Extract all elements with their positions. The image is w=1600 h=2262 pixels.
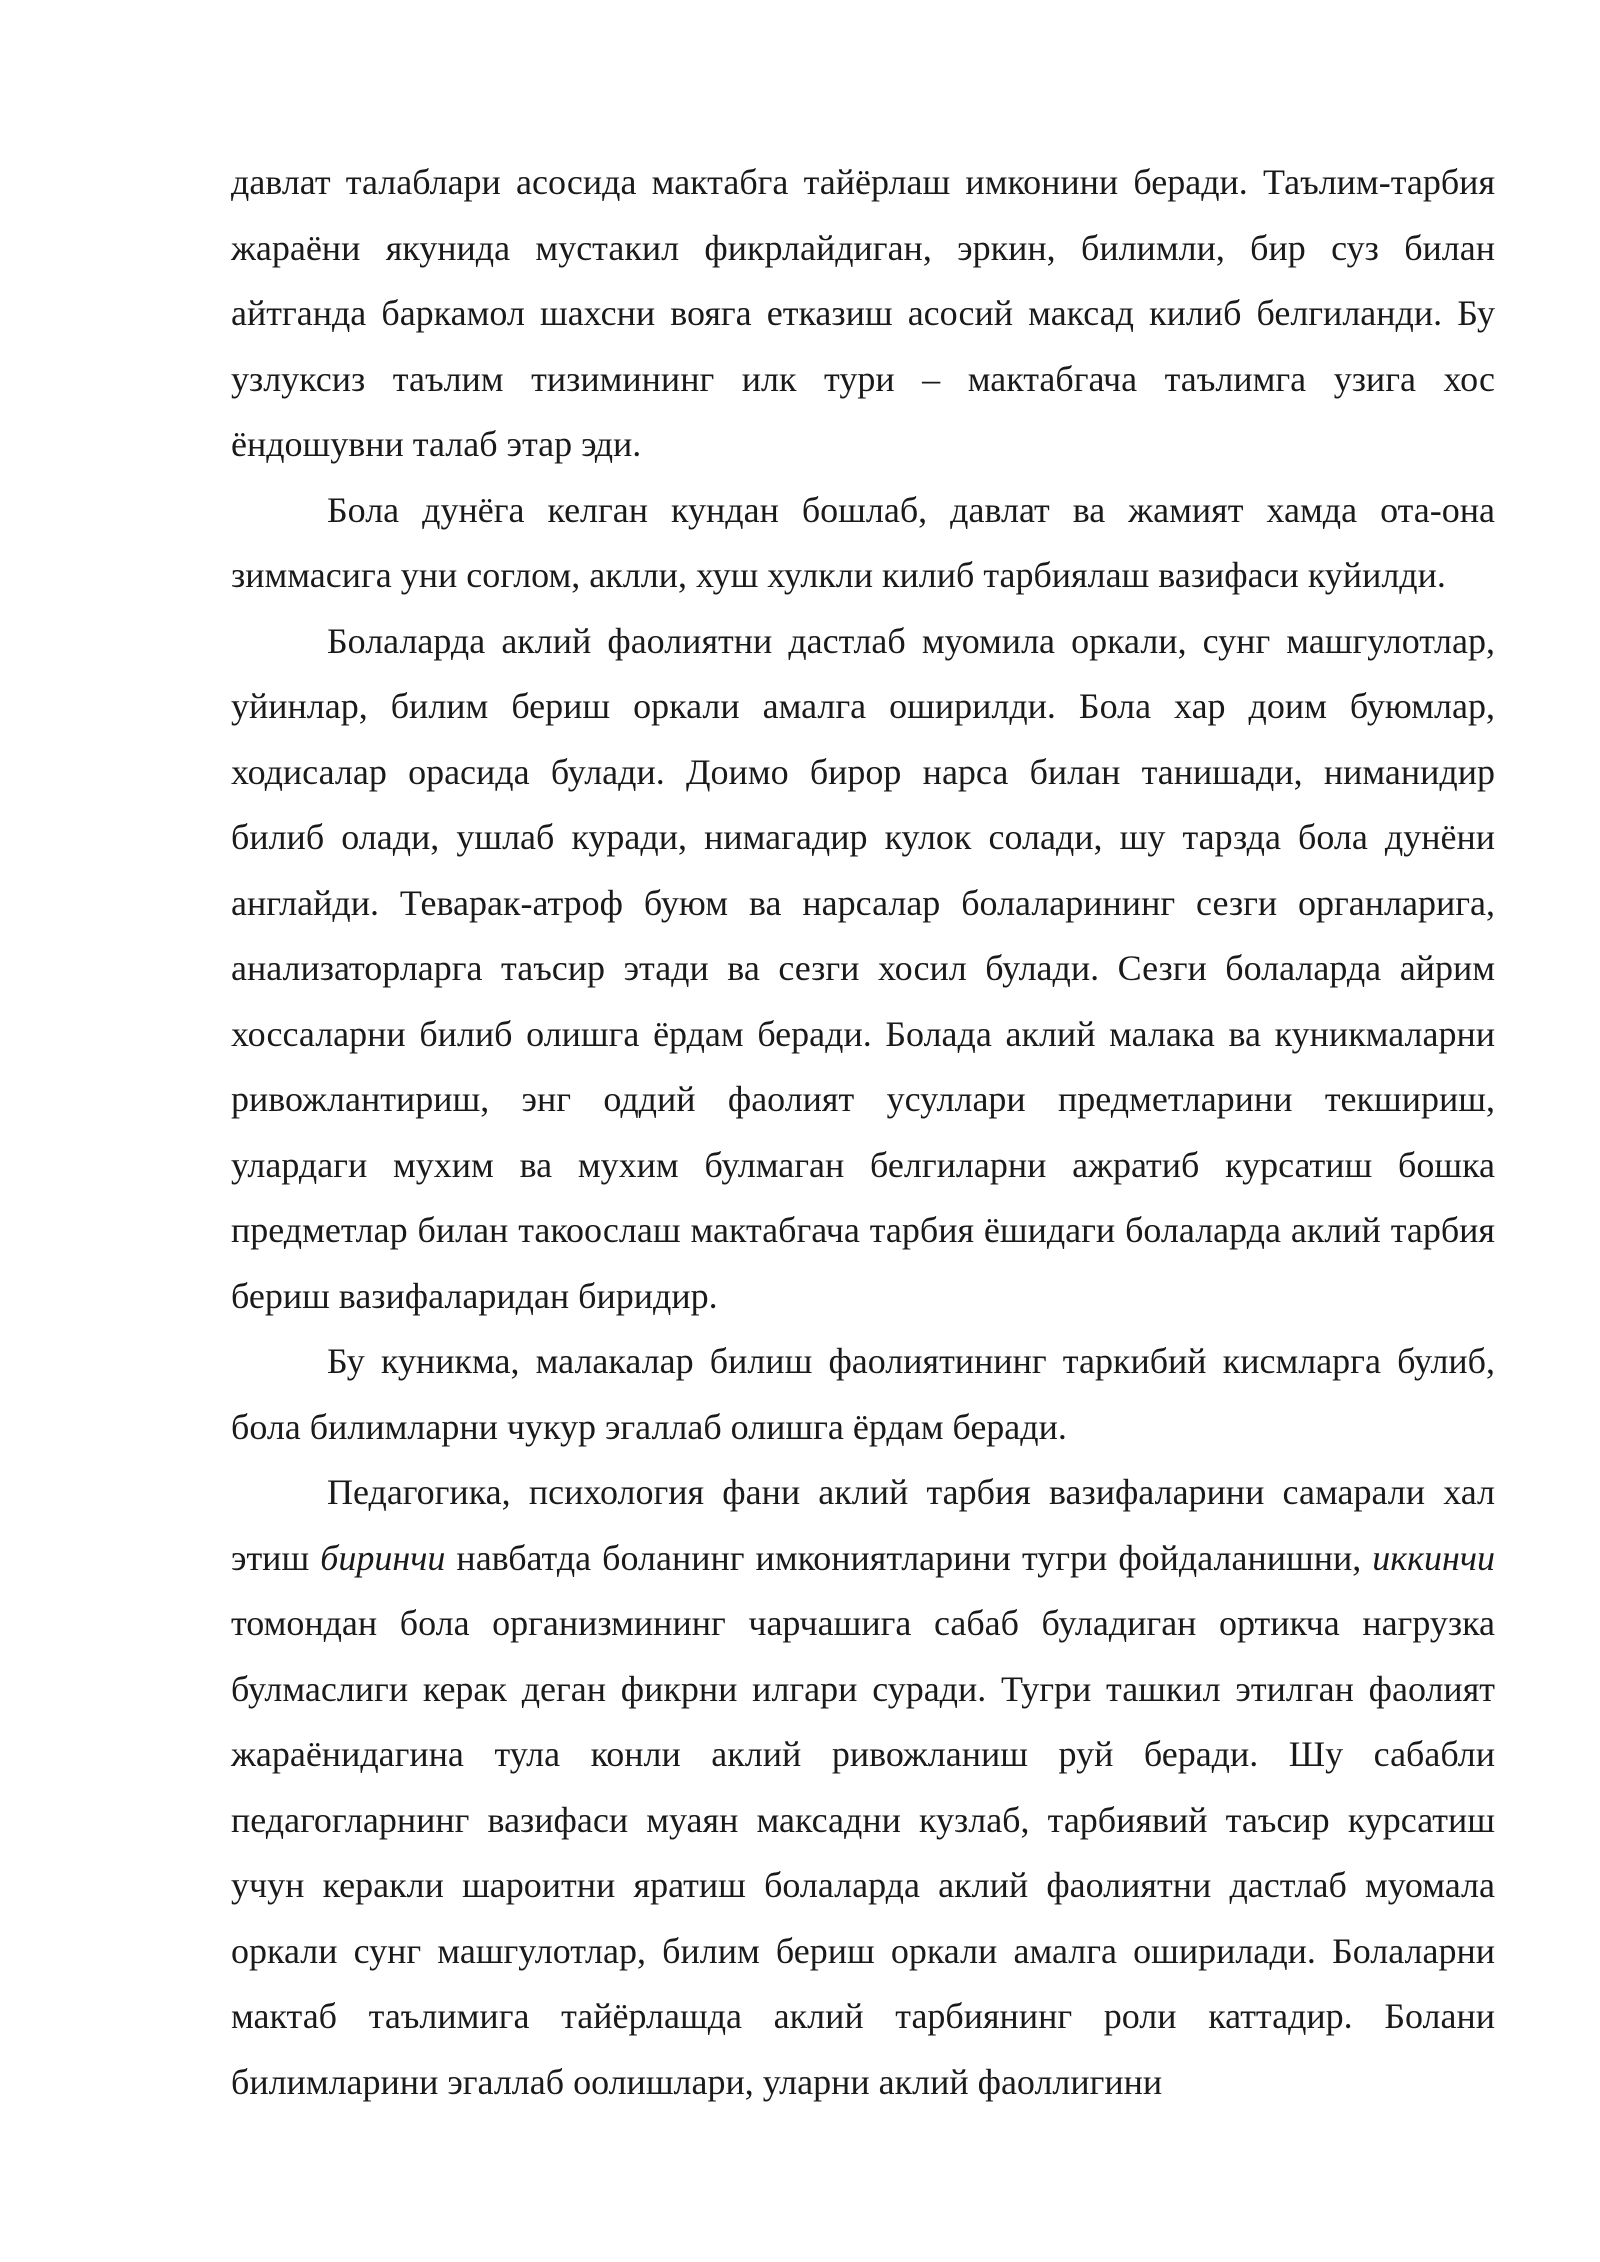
paragraph-text: давлат талаблари асосида мактабга тайёрлаш имконини беради. Таълим-тарбия жараёни якунида мустакил фикрлайдиган, эркин, билимли, бир суз билан айтганда баркамол шахсни вояга етказиш асосий максад килиб белгиланди. Бу узлуксиз таълим тизимининг илк тури – мактабгача таълимга узига хос ёндошувни талаб этар эди.	[231, 162, 1495, 464]
emphasis-second: иккинчи	[1372, 1537, 1496, 1578]
paragraph-3	[231, 609, 1495, 1330]
paragraph-1	[231, 150, 1495, 478]
paragraph-text: навбатда боланинг имкониятларини тугри фойдаланишни,	[445, 1537, 1373, 1578]
paragraph-text: Педагогика, психология фани аклий тарбия вазифаларини самарали хал этиш	[231, 1472, 1495, 1578]
paragraph-5	[231, 1460, 1495, 2115]
paragraph-4	[231, 1329, 1495, 1460]
paragraph-text: Бола дунёга келган кундан бошлаб, давлат ва жамият хамда ота-она зиммасига уни соглом, аклли, хуш хулкли килиб тарбиялаш вазифаси куйилди.	[231, 489, 1495, 595]
document-body	[231, 150, 1495, 2115]
paragraph-2	[231, 478, 1495, 609]
paragraph-text: томондан бола организмининг чарчашига сабаб буладиган ортикча нагрузка булмаслиги керак деган фикрни илгари суради. Тугри ташкил этилган фаолият жараёнидагина тула конли аклий ривожланиш руй беради. Шу сабабли педагогларнинг вазифаси муаян максадни кузлаб, тарбиявий таъсир курсатиш учун керакли шароитни яратиш болаларда аклий фаолиятни дастлаб муомала оркали сунг машгулотлар, билим бериш оркали амалга оширилади. Болаларни мактаб таълимига тайёрлашда аклий тарбиянинг роли каттадир. Болани билимларини эгаллаб оолишлари, уларни аклий фаоллигини	[231, 1603, 1495, 2102]
paragraph-text: Болаларда аклий фаолиятни дастлаб муомила оркали, сунг машгулотлар, уйинлар, билим бериш оркали амалга оширилди. Бола хар доим буюмлар, ходисалар орасида булади. Доимо бирор нарса билан танишади, ниманидир билиб олади, ушлаб куради, нимагадир кулок солади, шу тарзда бола дунёни англайди. Теварак-атроф буюм ва нарсалар болаларининг сезги органларига, анализаторларга таъсир этади ва сезги хосил булади. Сезги болаларда айрим хоссаларни билиб олишга ёрдам беради. Болада аклий малака ва куникмаларни ривожлантириш, энг оддий фаолият усуллари предметларини текшириш, улардаги мухим ва мухим булмаган белгиларни ажратиб курсатиш бошка предметлар билан такоослаш мактабгача тарбия ёшидаги болаларда аклий тарбия бериш вазифаларидан биридир.	[231, 620, 1495, 1316]
emphasis-first: биринчи	[320, 1537, 446, 1578]
paragraph-text: Бу куникма, малакалар билиш фаолиятининг таркибий кисмларга булиб, бола билимларни чукур эгаллаб олишга ёрдам беради.	[231, 1341, 1495, 1447]
